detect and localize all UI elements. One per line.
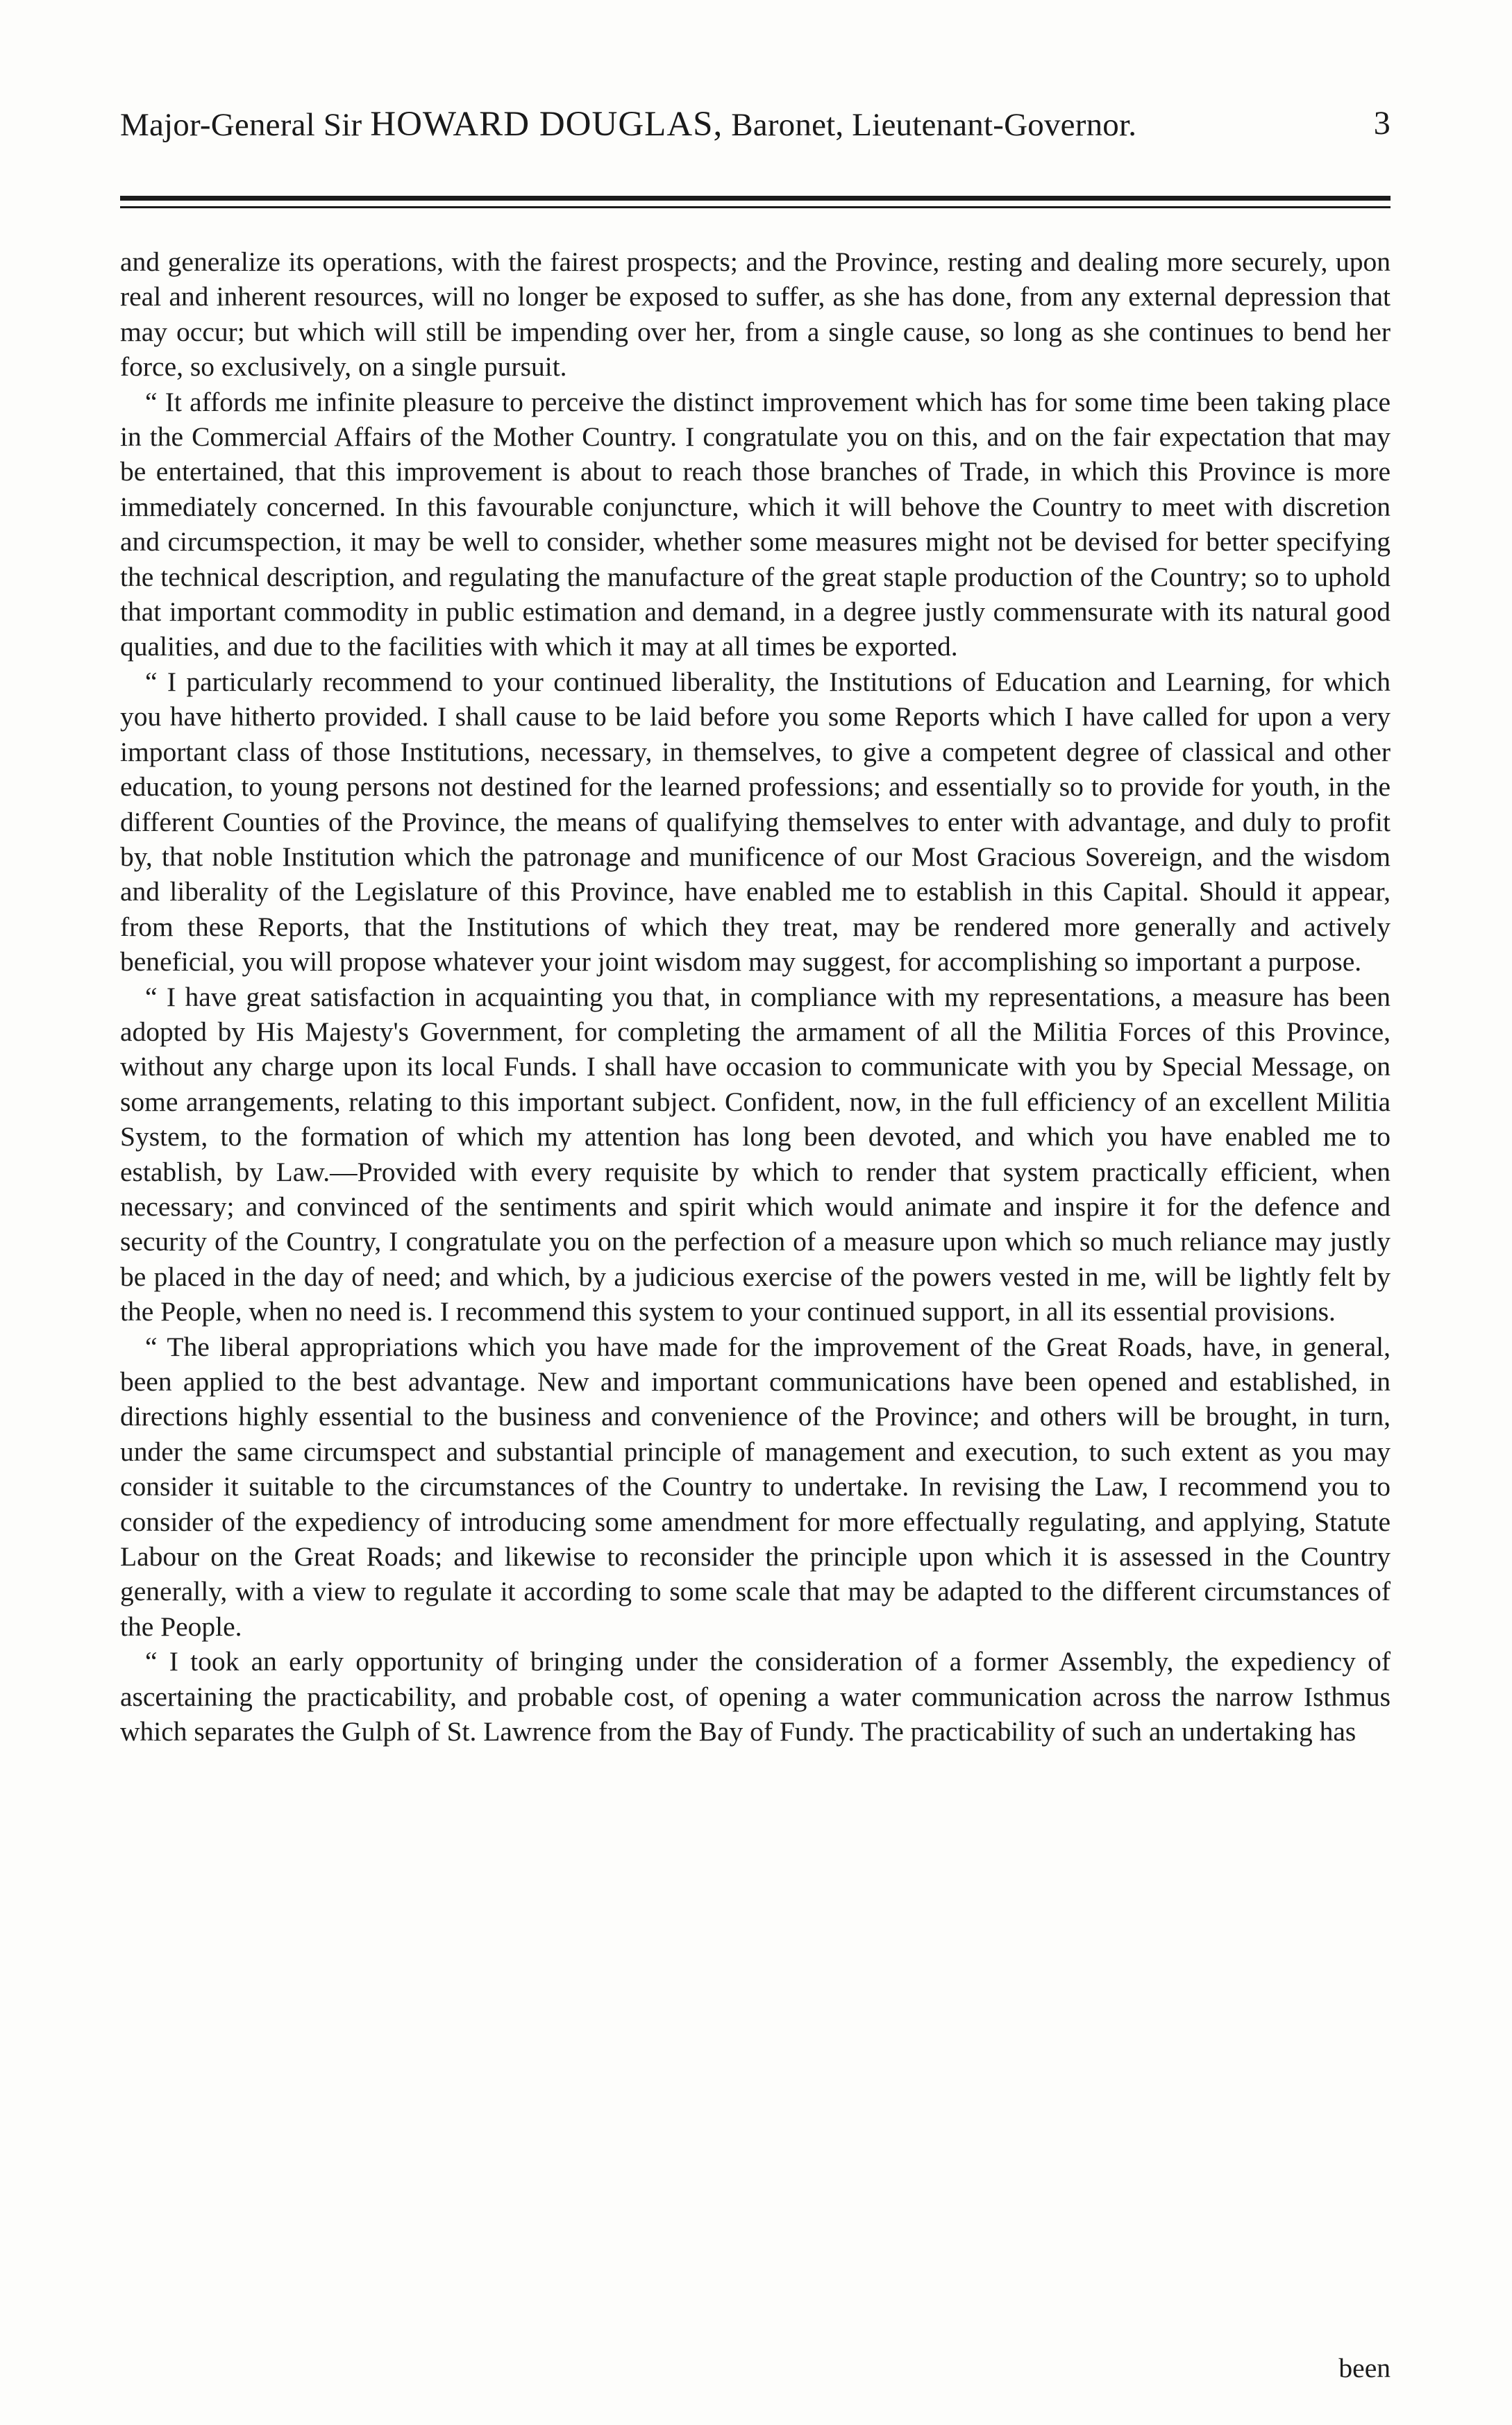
paragraph-great-roads: “ The liberal appropriations which you have made for the improvement of the Great Roads, have, in general, been applied to the best advantage. New and important communications have been opened and established, in directions highly essential to the business and convenience of the Province; and others will be brought, in turn, under the same circumspect and substantial principle of management and execution, to such extent as you may consider it suitable to the circumstances of the Country to undertake. In revising the Law, I recommend you to consider of the expediency of introducing some amendment for more effectually regulating, and applying, Statute Labour on the Great Roads; and likewise to reconsider the principle upon which it is assessed in the Country generally, with a view to regulate it according to some scale that may be adapted to the different circumstances of the People. bbox=[120, 1331, 1391, 1642]
paragraph-education: “ I particularly recommend to your continued liberality, the Institutions of Education and Learning, for which you have hitherto provided. I shall cause to be laid before you some Reports which I have called for upon a very important class of those Institutions, necessary, in themselves, to give a competent degree of classical and other education, to young persons not destined for the learned professions; and essentially so to provide for youth, in the different Counties of the Province, the means of qualifying themselves to enter with advantage, and duly to profit by, that noble Institution which the patronage and munificence of our Most Gracious Sovereign, and the wisdom and liberality of the Legislature of this Province, have enabled me to establish in this Capital. Should it appear, from these Reports, that the Institutions of which they treat, may be rendered more generally and actively beneficial, you will propose whatever your joint wisdom may suggest, for accomplishing so important a purpose. bbox=[120, 666, 1391, 977]
running-head-prefix: Major-General Sir bbox=[120, 107, 371, 143]
page-number: 3 bbox=[1373, 105, 1391, 142]
paragraph-militia: “ I have great satisfaction in acquainting you that, in compliance with my representations, a measure has been adopted by His Majesty's Government, for completing the armament of all the Militia Forces of this Province, without any charge upon its local Funds. I shall have occasion to communicate with you by Special Message, on some arrangements, relating to this important subject. Confident, now, in the full efficiency of an excellent Militia System, to the formation of which my attention has long been devoted, and which you have enabled me to establish, by Law.—Provided with every requisite by which to render that system practically efficient, when necessary; and convinced of the sentiments and spirit which would animate and inspire it for the defence and security of the Country, I congratulate you on the perfection of a measure upon which so much reliance may justly be placed in the day of need; and which, by a judicious exercise of the powers vested in me, will be lightly felt by the People, when no need is. I recommend this system to your continued support, in all its essential provisions. bbox=[120, 981, 1391, 1327]
header-rule-thick bbox=[120, 196, 1391, 201]
running-head-suffix: Baronet, Lieutenant-Governor. bbox=[723, 107, 1137, 143]
body-text bbox=[120, 244, 1391, 1749]
paragraph-commercial-affairs: “ It affords me infinite pleasure to perceive the distinct improvement which has for some time been taking place in the Commercial Affairs of the Mother Country. I congratulate you on this, and on the fair expectation that may be entertained, that this improvement is about to reach those branches of Trade, in which this Province is more immediately concerned. In this favourable conjuncture, which it will behove the Country to meet with discretion and circumspection, it may be well to consider, whether some measures might not be devised for better specifying the technical description, and regulating the manufacture of the great staple production of the Country; so to uphold that important commodity in public estimation and demand, in a degree justly commensurate with its natural good qualities, and due to the facilities with which it may at all times be exported. bbox=[120, 386, 1391, 662]
header-rule-thin bbox=[120, 206, 1391, 208]
catchword: been bbox=[1338, 2353, 1391, 2383]
running-head-name: HOWARD DOUGLAS, bbox=[370, 105, 723, 144]
paragraph-isthmus: “ I took an early opportunity of bringing under the consideration of a former Assembly, the expediency of ascertaining the practicability, and probable cost, of opening a water communication across the narrow Isthmus which separates the Gulph of St. Lawrence from the Bay of Fundy. The practicability of such an undertaking has bbox=[120, 1646, 1391, 1747]
running-head-title bbox=[120, 104, 1136, 144]
running-head bbox=[120, 104, 1391, 160]
paragraph-continuation: and generalize its operations, with the fairest prospects; and the Province, resting and dealing more securely, upon real and inherent resources, will no longer be exposed to suffer, as she has done, from any external depression that may occur; but which will still be impending over her, from a single cause, so long as she continues to bend her force, so exclusively, on a single pursuit. bbox=[120, 246, 1391, 383]
